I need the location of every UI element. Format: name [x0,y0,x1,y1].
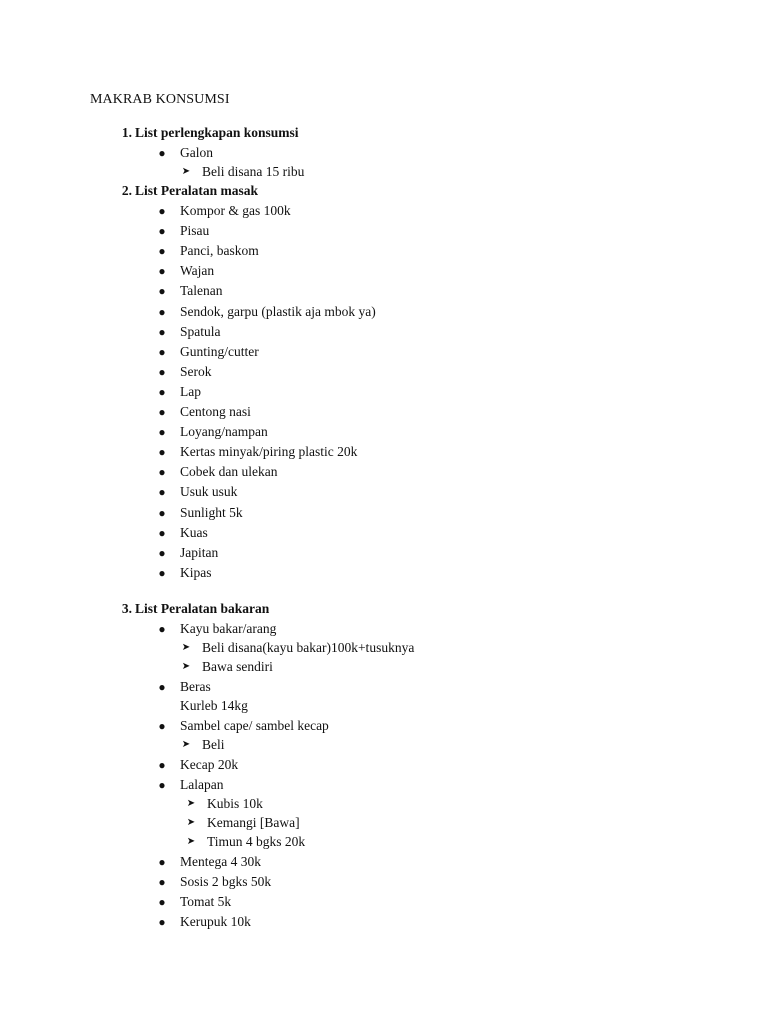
bullet-icon: ● [158,445,166,460]
sub-item: Beli disana 15 ribu [202,164,305,179]
bullet-icon: ● [158,146,166,160]
section-heading: List Peralatan masak [135,183,258,198]
bullet-icon: ● [158,895,166,910]
section-heading: List Peralatan bakaran [135,601,270,616]
section-number: 1. [121,125,132,140]
list-item: Sendok, garpu (plastik aja mbok ya) [180,303,376,319]
bullet-icon: ● [158,384,166,399]
list-item: Kerupuk 10k [180,914,251,930]
bullet-icon: ● [158,324,166,339]
bullet-icon: ● [158,204,166,218]
section-number: 2. [121,183,132,198]
bullet-icon: ● [158,364,166,379]
list-item: Tomat 5k [180,894,232,910]
sub-item: Kubis 10k [207,795,263,811]
list-item: Spatula [180,323,221,339]
bullet-icon: ● [158,680,166,695]
bullet-icon: ● [158,264,166,279]
list-item: Lap [180,383,201,399]
bullet-icon: ● [158,855,166,869]
arrow-bullet-icon: ➤ [186,835,196,847]
list-item: Sambel cape/ sambel kecap [180,717,329,733]
list-item: Sosis 2 bgks 50k [180,874,272,890]
bullet-icon: ● [158,465,166,480]
arrow-bullet-icon: ➤ [181,661,191,672]
list-item: Serok [180,363,212,379]
bullet-icon: ● [158,757,166,772]
bullet-icon: ● [158,344,166,359]
list-item: Panci, baskom [180,243,259,259]
bullet-icon: ● [158,284,166,299]
section-heading: List perlengkapan konsumsi [135,125,299,140]
list-item: Japitan [180,544,219,560]
document-title: MAKRAB KONSUMSI [90,92,230,107]
list-item: Cobek dan ulekan [180,464,278,480]
list-item: Centong nasi [180,404,251,419]
sub-item: Beli [202,736,225,752]
arrow-bullet-icon: ➤ [186,797,196,809]
list-item: Kompor & gas 100k [180,203,291,218]
sub-item: Kemangi [Bawa] [207,814,300,830]
arrow-bullet-icon: ➤ [181,738,191,750]
list-item: Kayu bakar/arang [180,621,277,636]
bullet-icon: ● [158,485,166,500]
sub-item: Bawa sendiri [202,659,273,674]
bullet-icon: ● [158,525,166,540]
list-item: Lalapan [180,776,224,792]
bullet-icon: ● [158,565,166,580]
list-item: Kecap 20k [180,756,239,772]
arrow-bullet-icon: ➤ [186,816,196,828]
list-item: Kipas [180,564,212,580]
arrow-bullet-icon: ➤ [181,642,191,653]
bullet-icon: ● [158,425,166,440]
bullet-icon: ● [158,915,166,930]
list-item: Beras [180,679,211,695]
bullet-icon: ● [158,622,166,636]
sub-item: Beli disana(kayu bakar)100k+tusuknya [202,640,415,655]
bullet-icon: ● [158,777,166,792]
list-item: Loyang/nampan [180,424,268,440]
bullet-icon: ● [158,545,166,560]
list-item: Wajan [180,263,215,279]
bullet-icon: ● [158,304,166,319]
sub-item: Timun 4 bgks 20k [207,833,306,849]
list-item-continuation: Kurleb 14kg [180,697,248,713]
section-number: 3. [121,601,132,616]
list-item: Pisau [180,223,210,239]
list-item: Sunlight 5k [180,504,243,520]
list-item: Mentega 4 30k [180,854,261,869]
bullet-icon: ● [158,244,166,259]
list-item: Kuas [180,524,208,540]
bullet-icon: ● [158,224,166,239]
list-item: Usuk usuk [180,484,238,500]
bullet-icon: ● [158,505,166,520]
list-item: Galon [180,145,213,160]
bullet-icon: ● [158,405,166,419]
list-item: Gunting/cutter [180,343,259,359]
list-item: Talenan [180,283,223,299]
list-item: Kertas minyak/piring plastic 20k [180,444,358,460]
bullet-icon: ● [158,875,166,890]
bullet-icon: ● [158,718,166,733]
arrow-bullet-icon: ➤ [181,166,191,177]
